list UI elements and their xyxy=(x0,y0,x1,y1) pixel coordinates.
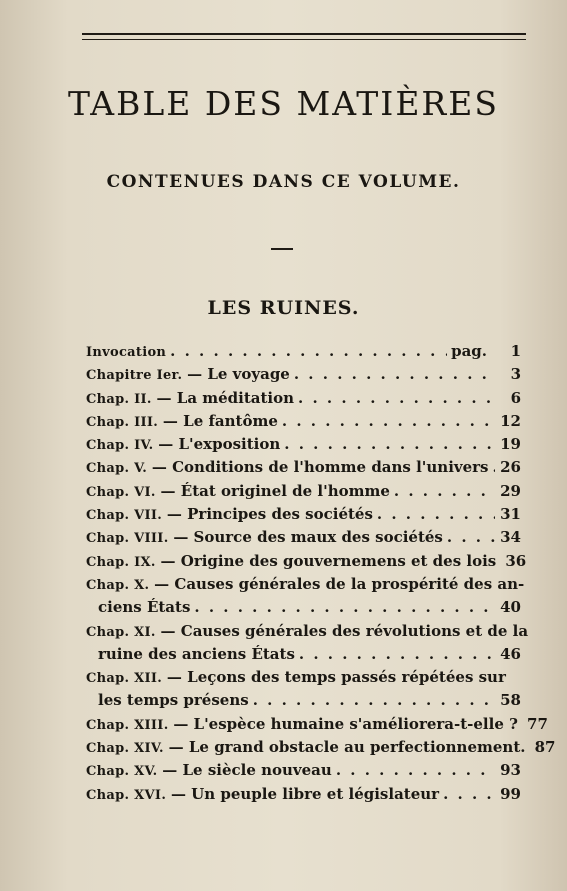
toc-chapter: Chap. IV. xyxy=(86,438,154,454)
toc-page-number: 46 xyxy=(500,644,521,663)
toc-page-number: 77 xyxy=(527,714,548,733)
toc-entry xyxy=(86,666,521,689)
dot-leader xyxy=(253,689,495,712)
page-prefix: pag. xyxy=(451,342,487,360)
toc-title: — Leçons des temps passés répétées sur xyxy=(166,668,506,687)
toc-entry xyxy=(86,363,521,386)
section-title: LES RUINES. xyxy=(207,297,360,319)
page-subtitle: CONTENUES DANS CE VOLUME. xyxy=(106,172,461,192)
toc-chapter: Chap. III. xyxy=(86,414,159,430)
top-rule-thin xyxy=(82,39,526,40)
toc-page-number: 40 xyxy=(500,598,521,617)
toc-chapter: Chap. V. xyxy=(86,461,148,477)
toc-chapter: Chap. II. xyxy=(86,391,152,407)
toc-page-number: 29 xyxy=(500,481,521,500)
toc-entry xyxy=(86,410,521,433)
toc-title: — Principes des sociétés xyxy=(166,505,373,524)
toc-entry xyxy=(86,736,556,759)
dot-leader xyxy=(377,503,495,526)
toc-title: — Un peuple libre et législateur xyxy=(170,784,440,803)
table-of-contents xyxy=(86,340,556,806)
toc-entry xyxy=(86,783,521,806)
toc-entry-invocation xyxy=(86,340,521,363)
toc-page-number: 93 xyxy=(500,761,521,780)
toc-title: — La méditation xyxy=(156,388,295,407)
toc-title: — L'exposition xyxy=(158,435,281,454)
toc-title-continuation: les temps présens xyxy=(98,691,249,710)
toc-entry xyxy=(86,433,521,456)
toc-entry xyxy=(86,480,521,503)
toc-page-number: 3 xyxy=(510,365,521,384)
toc-entry xyxy=(86,456,521,479)
toc-page-number: 31 xyxy=(500,505,521,524)
toc-title: — Le fantôme xyxy=(162,411,278,430)
dot-leader xyxy=(493,456,495,479)
toc-chapter: Chap. VIII. xyxy=(86,531,169,547)
toc-page-number: 1 xyxy=(510,342,521,360)
toc-title: — Le voyage xyxy=(187,365,290,384)
toc-entry-continuation xyxy=(86,596,521,619)
toc-entry-continuation xyxy=(86,643,521,666)
dot-leader xyxy=(298,387,495,410)
toc-entry xyxy=(86,713,548,736)
toc-entry xyxy=(86,526,521,549)
toc-page-number: 34 xyxy=(500,528,521,547)
dot-leader xyxy=(336,759,495,782)
dot-leader xyxy=(170,340,447,363)
toc-title: — L'espèce humaine s'améliorera-t-elle ? xyxy=(173,714,518,733)
dot-leader xyxy=(394,480,495,503)
toc-title: — Le grand obstacle au perfectionnement. xyxy=(168,738,526,757)
top-rule xyxy=(82,33,526,35)
toc-page-number: 12 xyxy=(500,411,521,430)
toc-chapter: Chap. X. xyxy=(86,577,150,593)
toc-title: — Conditions de l'homme dans l'univers xyxy=(151,458,489,477)
dot-leader xyxy=(282,410,495,433)
separator-dash xyxy=(271,248,293,250)
toc-title: — État originel de l'homme xyxy=(160,481,390,500)
toc-page-number: 58 xyxy=(500,691,521,710)
toc-chapter: Chap. IX. xyxy=(86,554,156,570)
toc-title-continuation: ruine des anciens États xyxy=(98,644,295,663)
dot-leader xyxy=(284,433,495,456)
toc-entry xyxy=(86,550,527,573)
toc-entry xyxy=(86,620,529,643)
toc-title: — Causes générales de la prospérité des an- xyxy=(154,574,525,593)
toc-chapter: Invocation xyxy=(86,345,167,360)
toc-chapter: Chap. VII. xyxy=(86,508,163,524)
toc-chapter: Chap. VI. xyxy=(86,484,156,500)
toc-chapter: Chap. XIII. xyxy=(86,717,169,733)
dot-leader xyxy=(443,783,495,806)
toc-page-number: 6 xyxy=(510,388,521,407)
toc-page-number: 36 xyxy=(505,551,527,570)
toc-title: — Origine des gouvernemens et des lois xyxy=(160,551,497,570)
toc-page-number: 99 xyxy=(500,784,521,803)
toc-page-number: 26 xyxy=(500,458,521,477)
toc-entry xyxy=(86,759,521,782)
dot-leader xyxy=(299,643,495,666)
toc-chapter: Chap. XV. xyxy=(86,764,158,780)
toc-chapter: Chapitre Ier. xyxy=(86,368,183,384)
toc-entry xyxy=(86,503,521,526)
dot-leader xyxy=(447,526,495,549)
toc-page-number: 19 xyxy=(500,435,521,454)
toc-title: — Causes générales des révolutions et de la xyxy=(160,621,529,640)
toc-title: — Le siècle nouveau xyxy=(162,761,332,780)
toc-chapter: Chap. XI. xyxy=(86,624,156,640)
toc-entry-continuation xyxy=(86,689,521,712)
toc-title-continuation: ciens États xyxy=(98,598,191,617)
dot-leader xyxy=(194,596,495,619)
toc-page-number: 87 xyxy=(534,738,556,757)
toc-chapter: Chap. XIV. xyxy=(86,741,164,757)
toc-entry xyxy=(86,387,521,410)
toc-title: — Source des maux des sociétés xyxy=(173,528,443,547)
toc-chapter: Chap. XII. xyxy=(86,671,163,687)
toc-chapter: Chap. XVI. xyxy=(86,787,167,803)
toc-entry xyxy=(86,573,525,596)
dot-leader xyxy=(294,363,495,386)
page-title: TABLE DES MATIÈRES xyxy=(68,84,499,123)
